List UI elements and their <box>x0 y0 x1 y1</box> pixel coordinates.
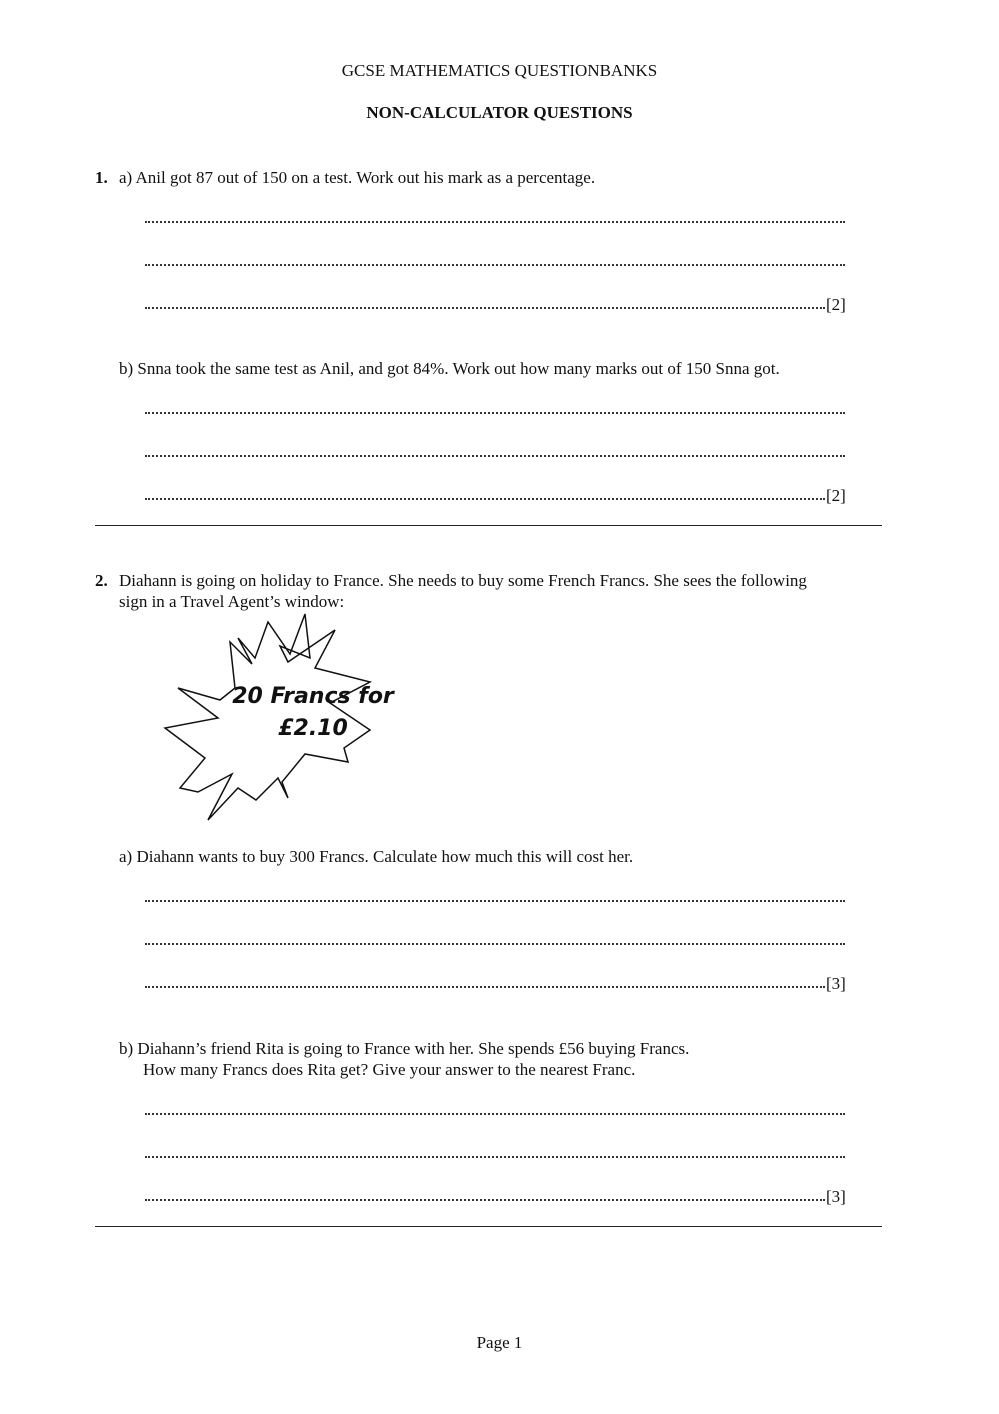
question-1a-text: a) Anil got 87 out of 150 on a test. Work out his mark as a percentage. <box>119 168 596 187</box>
question-2-intro-line1: Diahann is going on holiday to France. She needs to buy some French Francs. She sees the following <box>119 571 807 590</box>
sign-text-line2: £2.10 <box>278 716 348 741</box>
question-2b-text-line1: b) Diahann’s friend Rita is going to France with her. She spends £56 buying Francs. <box>119 1039 690 1058</box>
answer-line <box>145 263 845 266</box>
answer-line <box>145 1198 825 1201</box>
question-2a-text: a) Diahann wants to buy 300 Francs. Calculate how much this will cost her. <box>119 847 634 866</box>
question-1b-marks: [2] <box>826 486 846 505</box>
sign-text-line1: 20 Francs for <box>232 684 394 709</box>
question-1-number: 1. <box>95 168 108 187</box>
question-2b-text-line2: How many Francs does Rita get? Give your answer to the nearest Franc. <box>143 1060 636 1079</box>
starburst-sign-icon <box>160 600 490 825</box>
question-2a-marks: [3] <box>826 974 846 993</box>
answer-line <box>145 306 825 309</box>
answer-line <box>145 411 845 414</box>
answer-line <box>145 1155 845 1158</box>
answer-line <box>145 220 845 223</box>
question-1a-marks: [2] <box>826 295 846 314</box>
answer-line <box>145 454 845 457</box>
question-2-number: 2. <box>95 571 108 590</box>
question-2-intro-line2: sign in a Travel Agent’s window: <box>119 592 345 611</box>
section-divider <box>95 1226 882 1227</box>
question-2b-marks: [3] <box>826 1187 846 1206</box>
answer-line <box>145 497 825 500</box>
document-title: GCSE MATHEMATICS QUESTIONBANKS <box>341 61 658 80</box>
page-number: Page 1 <box>476 1333 523 1352</box>
answer-line <box>145 899 845 902</box>
answer-line <box>145 1112 845 1115</box>
question-1b-text: b) Snna took the same test as Anil, and got 84%. Work out how many marks out of 150 Snna got. <box>119 359 780 378</box>
answer-line <box>145 985 825 988</box>
answer-line <box>145 942 845 945</box>
document-subtitle: NON-CALCULATOR QUESTIONS <box>366 103 633 122</box>
section-divider <box>95 525 882 526</box>
